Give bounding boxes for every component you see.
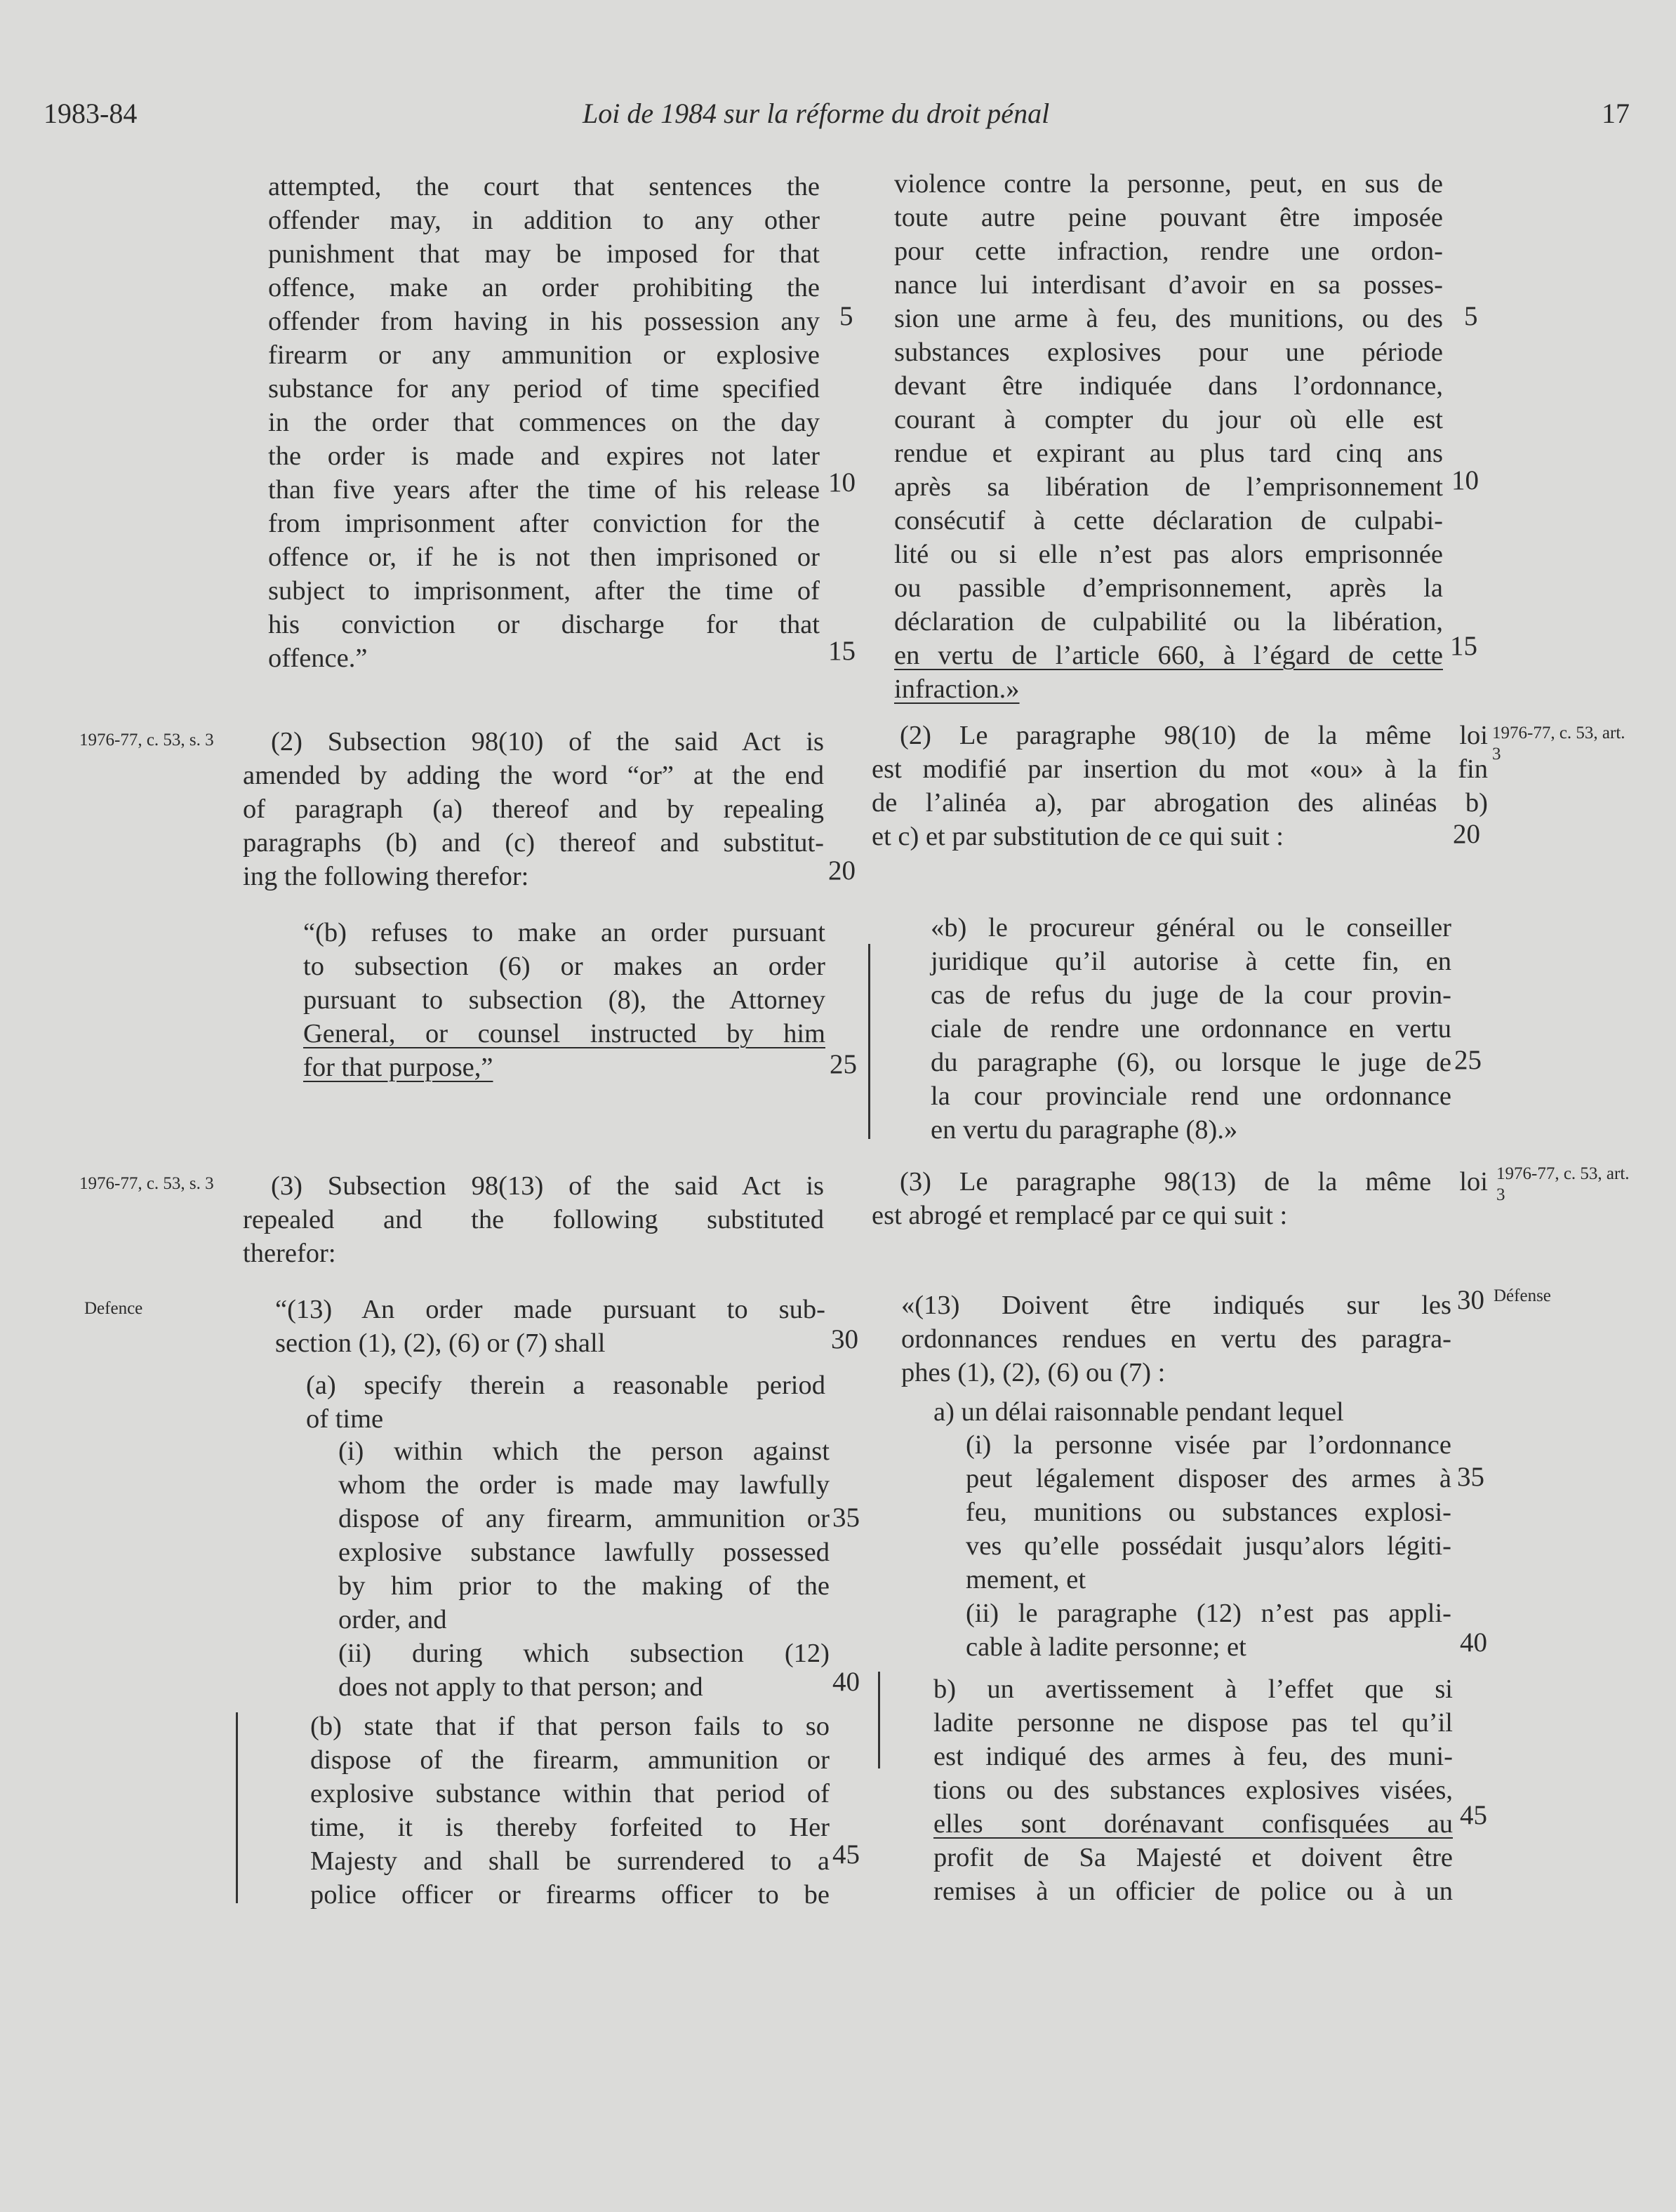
text-line: cable à ladite personne; et — [966, 1632, 1246, 1662]
line-number: 35 — [1457, 1462, 1484, 1492]
text-line: toute autre peine pouvant être imposée — [894, 203, 1443, 232]
line-number: 5 — [1464, 301, 1478, 331]
text-line: «(13) Doivent être indiqués sur les — [901, 1291, 1451, 1320]
text-line: mement, et — [966, 1565, 1086, 1594]
text-line: rendue et expirant au plus tard cinq ans — [894, 439, 1443, 468]
french-paragraph-7 — [966, 1429, 1451, 1665]
text-line: et c) et par substitution de ce qui suit : — [872, 822, 1284, 851]
change-bar — [868, 944, 870, 1139]
line-number: 35 — [832, 1503, 860, 1533]
text-line: tions ou des substances explosives visées, — [933, 1775, 1453, 1805]
text-line: (2) Le paragraphe 98(10) de la même loi — [900, 721, 1488, 750]
text-line: phes (1), (2), (6) ou (7) : — [901, 1358, 1166, 1387]
text-line: ves qu’elle possédait jusqu’alors légiti- — [966, 1531, 1451, 1561]
text-line: violence contre la personne, peut, en sus de — [894, 169, 1443, 199]
text-line: devant être indiquée dans l’ordonnance, — [894, 371, 1443, 401]
text-line: elles sont dorénavant confisquées au — [933, 1809, 1453, 1839]
text-line: his conviction or discharge for that — [268, 610, 820, 639]
french-paragraph-3 — [931, 911, 1451, 1147]
text-line: est abrogé et remplacé par ce qui suit : — [872, 1201, 1288, 1230]
text-line: b) un avertissement à l’effet que si — [933, 1674, 1453, 1704]
text-line: (a) specify therein a reasonable period — [306, 1371, 825, 1400]
text-line: attempted, the court that sentences the — [268, 172, 820, 201]
text-line: substances explosives pour une période — [894, 338, 1443, 367]
text-line: substance for any period of time specified — [268, 374, 820, 404]
text-line: explosive substance lawfully possessed — [338, 1538, 830, 1567]
text-line: cas de refus du juge de la cour provin- — [931, 980, 1451, 1010]
line-number: 15 — [1450, 631, 1477, 661]
margin-note-citation: 1976-77, c. 53, s. 3 — [79, 731, 214, 749]
line-number: 10 — [1451, 465, 1479, 495]
text-line: est modifié par insertion du mot «ou» à la fin — [872, 754, 1488, 784]
text-line: feu, munitions ou substances explosi- — [966, 1498, 1451, 1527]
text-line: amended by adding the word “or” at the end — [243, 761, 824, 790]
text-line: consécutif à cette déclaration de culpabi- — [894, 506, 1443, 535]
text-line: la cour provinciale rend une ordonnance — [931, 1081, 1451, 1111]
text-line: whom the order is made may lawfully — [338, 1470, 830, 1500]
text-line: pursuant to subsection (8), the Attorney — [303, 985, 825, 1015]
text-line: (ii) le paragraphe (12) n’est pas appli- — [966, 1599, 1451, 1628]
margin-note-citation: 1976-77, c. 53, s. 3 — [79, 1174, 214, 1193]
text-line: infraction.» — [894, 674, 1020, 704]
text-line: repealed and the following substituted — [243, 1205, 824, 1234]
line-number: 10 — [828, 467, 856, 498]
text-line: explosive substance within that period of — [310, 1779, 830, 1808]
text-line: offender may, in addition to any other — [268, 206, 820, 235]
text-line: punishment that may be imposed for that — [268, 239, 820, 269]
text-line: du paragraphe (6), ou lorsque le juge de — [931, 1048, 1451, 1077]
text-line: après sa libération de l’emprisonnement — [894, 472, 1443, 502]
line-number: 45 — [1460, 1800, 1487, 1830]
text-line: firearm or any ammunition or explosive — [268, 340, 820, 370]
text-line: subject to imprisonment, after the time of — [268, 576, 820, 606]
text-line: nance lui interdisant d’avoir en sa posses- — [894, 270, 1443, 300]
text-line: of paragraph (a) thereof and by repealing — [243, 794, 824, 824]
text-line: (b) state that if that person fails to so — [310, 1712, 830, 1741]
text-line: ordonnances rendues en vertu des paragra- — [901, 1324, 1451, 1354]
line-number: 25 — [830, 1049, 857, 1079]
text-line: juridique qu’il autorise à cette fin, en — [931, 947, 1451, 976]
margin-note-citation: 1976-77, c. 53, art. 3 — [1492, 724, 1625, 764]
text-line: in the order that commences on the day — [268, 408, 820, 437]
text-line: ciale de rendre une ordonnance en vertu — [931, 1014, 1451, 1044]
text-line: “(b) refuses to make an order pursuant — [303, 918, 825, 947]
english-paragraph-3 — [303, 916, 825, 1084]
english-paragraph-1 — [268, 170, 820, 675]
line-number: 30 — [1457, 1285, 1484, 1315]
text-line: the order is made and expires not later — [268, 441, 820, 471]
french-paragraph-6 — [933, 1395, 1453, 1429]
change-bar — [878, 1672, 880, 1768]
line-number: 40 — [832, 1667, 860, 1697]
text-line: sion une arme à feu, des munitions, ou des — [894, 304, 1443, 333]
text-line: to subsection (6) or makes an order — [303, 952, 825, 981]
line-number: 20 — [828, 855, 856, 886]
text-line: therefor: — [243, 1239, 336, 1268]
text-line: peut légalement disposer des armes à — [966, 1464, 1451, 1493]
text-line: “(13) An order made pursuant to sub- — [275, 1295, 825, 1324]
line-number: 30 — [831, 1324, 858, 1354]
change-bar — [236, 1712, 238, 1903]
french-paragraph-4 — [872, 1165, 1488, 1232]
line-number: 40 — [1460, 1627, 1487, 1658]
text-line: does not apply to that person; and — [338, 1672, 703, 1702]
text-line: en vertu de l’article 660, à l’égard de cette — [894, 641, 1443, 670]
text-line: pour cette infraction, rendre une ordon- — [894, 236, 1443, 266]
text-line: General, or counsel instructed by him — [303, 1019, 825, 1048]
text-line: offence.” — [268, 644, 368, 673]
text-line: dispose of the firearm, ammunition or — [310, 1745, 830, 1775]
text-line: ou passible d’emprisonnement, après la — [894, 573, 1443, 603]
text-line: paragraphs (b) and (c) thereof and substitut- — [243, 828, 824, 858]
text-line: a) un délai raisonnable pendant lequel — [933, 1397, 1344, 1427]
text-line: «b) le procureur général ou le conseiller — [931, 913, 1451, 942]
text-line: of time — [306, 1404, 384, 1434]
text-line: time, it is thereby forfeited to Her — [310, 1813, 830, 1842]
english-paragraph-2 — [243, 725, 824, 893]
line-number: 25 — [1454, 1045, 1482, 1075]
text-line: section (1), (2), (6) or (7) shall — [275, 1328, 606, 1358]
page-year: 1983-84 — [44, 98, 138, 129]
english-paragraph-8 — [310, 1710, 830, 1912]
text-line: for that purpose,” — [303, 1053, 493, 1082]
text-line: by him prior to the making of the — [338, 1571, 830, 1601]
text-line: (3) Le paragraphe 98(13) de la même loi — [900, 1167, 1488, 1197]
text-line: courant à compter du jour où elle est — [894, 405, 1443, 434]
english-paragraph-5 — [275, 1293, 825, 1360]
margin-note-defence: Defence — [84, 1299, 143, 1318]
page-number: 17 — [1602, 98, 1630, 129]
text-line: profit de Sa Majesté et doivent être — [933, 1843, 1453, 1872]
line-number: 15 — [828, 636, 856, 666]
text-line: (2) Subsection 98(10) of the said Act is — [271, 727, 824, 757]
french-paragraph-1 — [894, 167, 1443, 706]
margin-note-defense: Défense — [1494, 1286, 1551, 1305]
line-number: 5 — [839, 301, 853, 331]
text-line: remises à un officier de police ou à un — [933, 1877, 1453, 1906]
text-line: than five years after the time of his release — [268, 475, 820, 505]
text-line: Majesty and shall be surrendered to a — [310, 1846, 830, 1876]
text-line: offence, make an order prohibiting the — [268, 273, 820, 302]
line-number: 20 — [1453, 819, 1480, 849]
text-line: (ii) during which subsection (12) — [338, 1639, 830, 1668]
french-paragraph-8 — [933, 1673, 1453, 1909]
text-line: est indiqué des armes à feu, des muni- — [933, 1742, 1453, 1771]
text-line: from imprisonment after conviction for the — [268, 509, 820, 538]
text-line: (i) within which the person against — [338, 1437, 830, 1466]
text-line: en vertu du paragraphe (8).» — [931, 1115, 1238, 1145]
text-line: lité ou si elle n’est pas alors emprisonnée — [894, 540, 1443, 569]
text-line: déclaration de culpabilité ou la libération, — [894, 607, 1443, 637]
text-line: order, and — [338, 1605, 447, 1634]
text-line: dispose of any firearm, ammunition or — [338, 1504, 830, 1533]
text-line: de l’alinéa a), par abrogation des alinéas b) — [872, 788, 1488, 818]
text-line: (3) Subsection 98(13) of the said Act is — [271, 1171, 824, 1201]
french-paragraph-2 — [872, 719, 1488, 853]
line-number: 45 — [832, 1839, 860, 1870]
margin-note-citation: 1976-77, c. 53, art. 3 — [1496, 1164, 1630, 1204]
text-line: offender from having in his possession any — [268, 307, 820, 336]
english-paragraph-6 — [306, 1368, 825, 1436]
french-paragraph-5 — [901, 1288, 1451, 1390]
english-paragraph-4 — [243, 1169, 824, 1270]
text-line: offence or, if he is not then imprisoned or — [268, 542, 820, 572]
running-title: Loi de 1984 sur la réforme du droit pénal — [583, 98, 1050, 129]
text-line: (i) la personne visée par l’ordonnance — [966, 1430, 1451, 1460]
text-line: police officer or firearms officer to be — [310, 1880, 830, 1910]
english-paragraph-7 — [338, 1435, 830, 1705]
text-line: ladite personne ne dispose pas tel qu’il — [933, 1708, 1453, 1738]
text-line: ing the following therefor: — [243, 862, 529, 891]
